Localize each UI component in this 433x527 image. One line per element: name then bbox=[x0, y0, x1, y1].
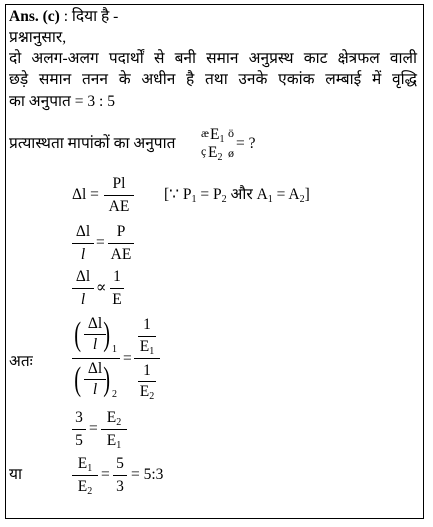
eq6-result: = 5:3 bbox=[131, 466, 164, 483]
eq1-lhs: Δl = bbox=[72, 186, 99, 203]
ratio-tail: = ? bbox=[236, 135, 256, 152]
eq3-lden: l bbox=[80, 291, 86, 308]
eq6-rnum: 5 bbox=[116, 455, 124, 472]
eq2-rden: AE bbox=[110, 246, 132, 263]
ratio-hat-bottom: ø bbox=[228, 146, 234, 160]
eq5-rbar bbox=[101, 429, 127, 430]
answer-label: Ans. (c) bbox=[9, 8, 60, 25]
eq2-lbar bbox=[72, 243, 94, 244]
ratio-glyph-top: æ bbox=[201, 126, 210, 140]
eq4-rnum: 1 bbox=[143, 316, 151, 333]
eq6-lnum: $E_1$ bbox=[77, 455, 93, 474]
ratio-question-text: प्रत्यास्थता मापांकों का अनुपात bbox=[9, 135, 176, 152]
eq4-n2: Δl bbox=[87, 360, 103, 377]
eq5-rnum: $E_2$ bbox=[106, 409, 122, 428]
eq3-rnum: 1 bbox=[113, 268, 121, 285]
eq3-proportional: ∝ bbox=[96, 279, 107, 296]
eq4-rden: 1 bbox=[143, 362, 151, 379]
eq4-n1: Δl bbox=[87, 315, 103, 332]
eq1-den: AE bbox=[108, 198, 130, 215]
ratio-den: $E_2$ bbox=[208, 144, 223, 163]
atah-label: अतः bbox=[9, 353, 33, 370]
eq4-rden-den: $E_2$ bbox=[139, 383, 155, 402]
eq5-lnum: 3 bbox=[75, 409, 83, 426]
eq4-d2: l bbox=[92, 381, 98, 398]
answer-given-text: : दिया है - bbox=[63, 8, 119, 25]
eq2-lden: l bbox=[80, 246, 86, 263]
paragraph-line-3: का अनुपात = 3 : 5 bbox=[9, 93, 115, 110]
eq2-lnum: Δl bbox=[75, 223, 91, 240]
eq3-lbar bbox=[72, 288, 94, 289]
eq3-lnum: Δl bbox=[75, 268, 91, 285]
eq4-main-bar bbox=[72, 358, 120, 359]
eq4-paren-open-bottom: ( bbox=[74, 361, 82, 398]
eq5-lbar bbox=[72, 429, 86, 430]
eq5-rden: $E_1$ bbox=[106, 432, 122, 451]
ratio-hat-top: ö bbox=[228, 126, 234, 140]
ratio-num: $E_1$ bbox=[210, 126, 225, 145]
eq6-rbar bbox=[113, 475, 127, 476]
eq5-equals: = bbox=[89, 420, 98, 437]
eq4-paren-close-bottom: ) bbox=[103, 361, 111, 398]
eq6-equals: = bbox=[101, 466, 110, 483]
eq1-num: Pl bbox=[112, 175, 126, 192]
eq4-d1: l bbox=[92, 336, 98, 353]
eq4-rden-bar bbox=[138, 381, 156, 382]
eq3-rden: E bbox=[112, 291, 122, 308]
eq4-paren-open-top: ( bbox=[74, 316, 82, 353]
eq4-paren-close-top: ) bbox=[103, 316, 111, 353]
eq6-lbar bbox=[72, 475, 98, 476]
eq4-sub1: 1 bbox=[112, 344, 117, 355]
eq2-rbar bbox=[108, 243, 134, 244]
eq6-rden: 3 bbox=[116, 478, 124, 495]
eq4-equals: = bbox=[123, 350, 132, 367]
paragraph-line-2: छड़े समान तनन के अधीन है तथा उनके एकांक लम्बाई में वृद्धि bbox=[9, 71, 417, 88]
ratio-glyph-bottom: ç bbox=[201, 144, 207, 158]
intro-text: प्रश्नानुसार, bbox=[9, 29, 67, 46]
eq5-lden: 5 bbox=[75, 432, 83, 449]
eq4-r-main-bar bbox=[134, 358, 160, 359]
eq4-rnum-bar bbox=[138, 336, 156, 337]
eq4-rnum-den: $E_1$ bbox=[139, 338, 155, 357]
eq2-equals: = bbox=[96, 234, 105, 251]
eq2-rnum: P bbox=[116, 223, 126, 240]
answer-header bbox=[9, 7, 118, 26]
eq4-sub2: 2 bbox=[112, 389, 117, 400]
eq6-lden: $E_2$ bbox=[77, 478, 93, 497]
ya-label: या bbox=[9, 466, 23, 483]
eq3-rbar bbox=[110, 288, 124, 289]
paragraph-line-1: दो अलग-अलग पदार्थों से बनी समान अनुप्रस्थ काट क्षेत्रफल वाली bbox=[9, 50, 417, 67]
eq1-condition: [∵ $P_1 = P_2$ और $A_1 = A_2$] bbox=[164, 186, 310, 205]
eq1-bar bbox=[104, 195, 134, 196]
